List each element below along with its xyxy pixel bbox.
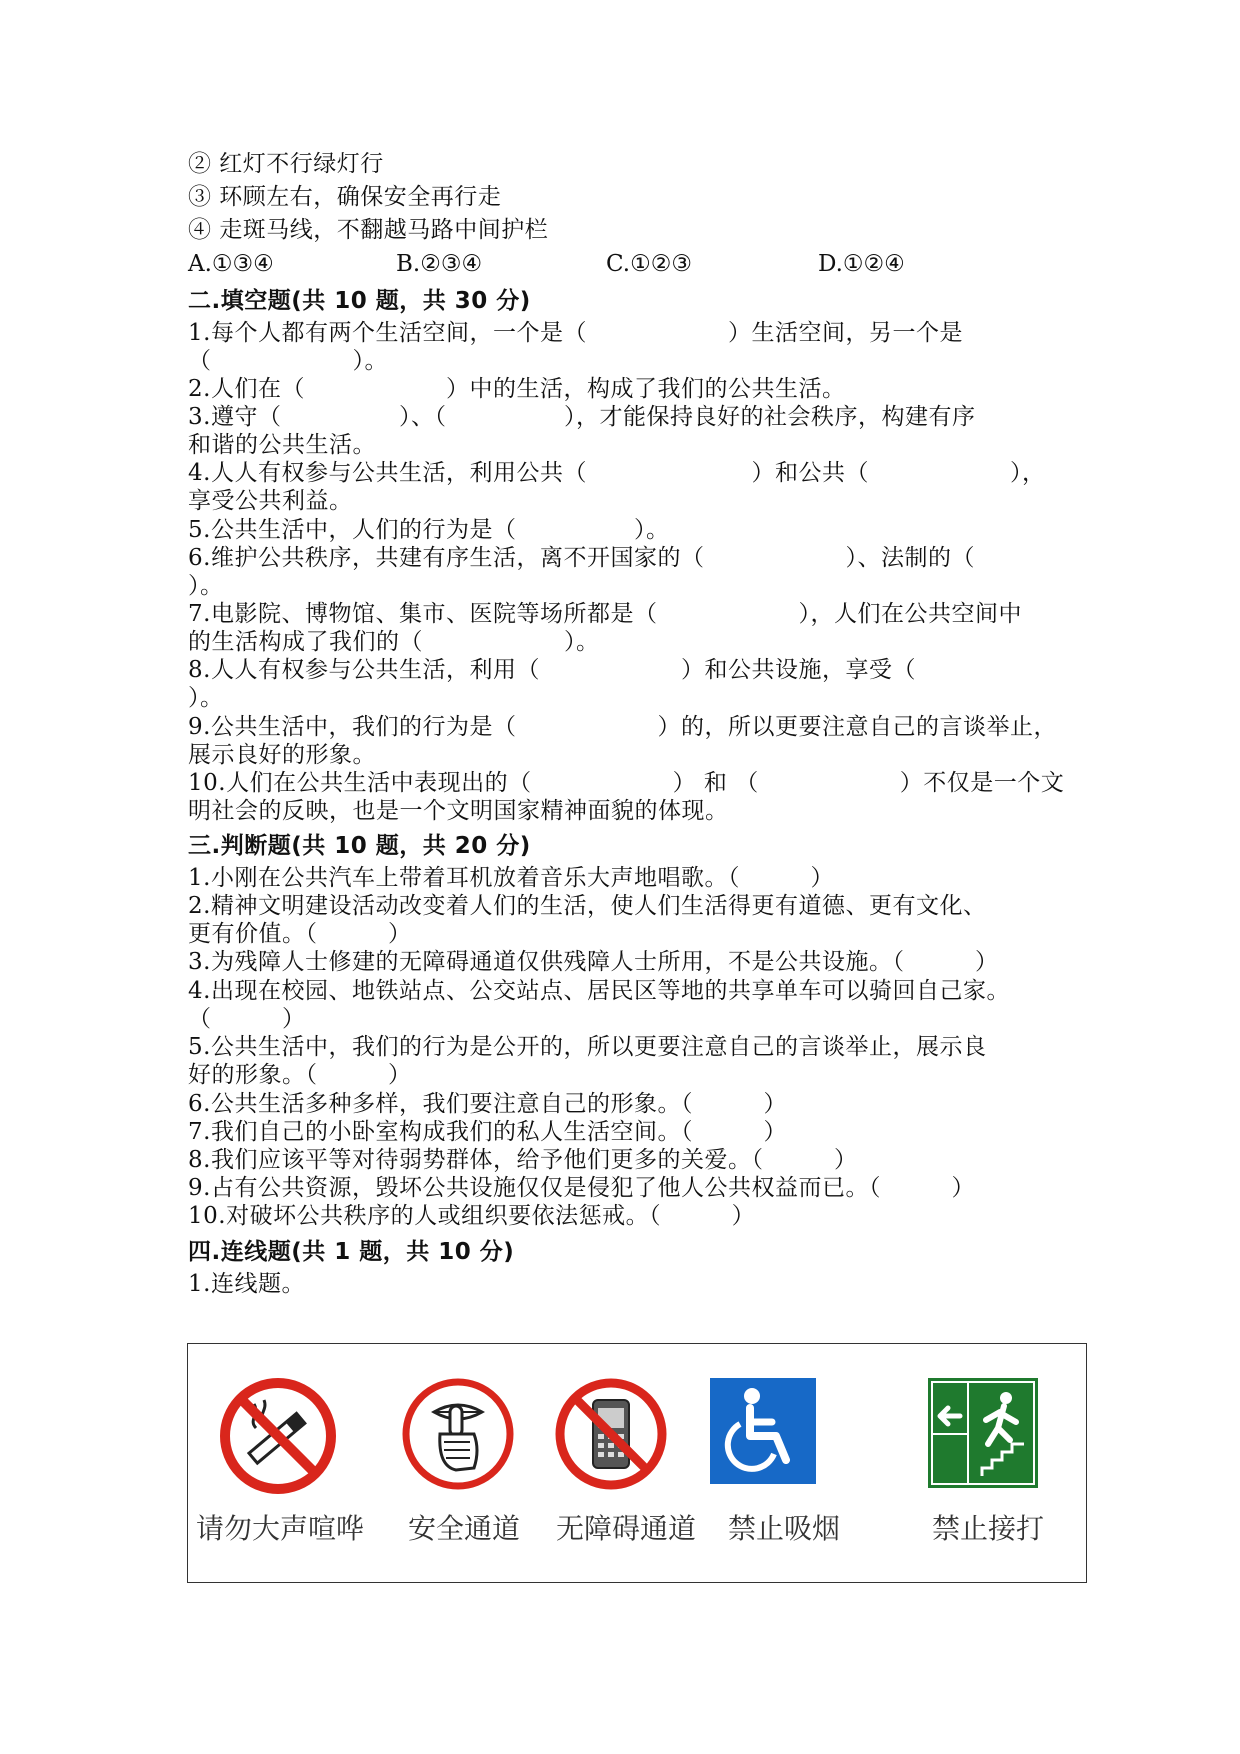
choice-c: C.①②③ xyxy=(606,251,692,277)
sign-label: 安全通道 xyxy=(408,1512,521,1545)
s3-line: 2.精神文明建设活动改变着人们的生活，使人们生活得更有道德、更有文化、 xyxy=(188,893,987,919)
s2-line: 展示良好的形象。 xyxy=(188,742,376,768)
section4-heading: 四.连线题(共 1 题，共 10 分) xyxy=(188,1239,515,1265)
sign-label: 请勿大声喧哗 xyxy=(196,1512,365,1545)
s2-line: ）。 xyxy=(188,573,224,599)
s3-line: 更有价值。（ ） xyxy=(188,921,412,947)
no-smoking-icon xyxy=(218,1376,338,1496)
choice-a: A.①③④ xyxy=(188,251,274,277)
s4-question: 1.连线题。 xyxy=(188,1271,305,1297)
s3-line: 1.小刚在公共汽车上带着耳机放着音乐大声地唱歌。（ ） xyxy=(188,865,834,891)
no-noise-icon xyxy=(400,1376,516,1492)
s2-line: 和谐的公共生活。 xyxy=(188,432,376,458)
no-phone-icon xyxy=(553,1376,669,1492)
s3-line: （ ） xyxy=(188,1006,306,1032)
sign-label: 无障碍通道 xyxy=(556,1512,697,1545)
s2-line: 8.人人有权参与公共生活，利用（ ）和公共设施，享受（ xyxy=(188,657,916,683)
s2-line: 4.人人有权参与公共生活，利用公共（ ）和公共（ ）， xyxy=(188,460,1046,486)
s2-line: 明社会的反映，也是一个文明国家精神面貌的体现。 xyxy=(188,798,729,824)
s2-line: （ ）。 xyxy=(188,348,388,374)
s3-line: 10.对破坏公共秩序的人或组织要依法惩戒。（ ） xyxy=(188,1203,756,1229)
section3-heading: 三.判断题(共 10 题，共 20 分) xyxy=(188,833,531,859)
s2-line: 的生活构成了我们的（ ）。 xyxy=(188,629,600,655)
wheelchair-accessible-icon xyxy=(710,1378,816,1484)
s2-line: 2.人们在（ ）中的生活，构成了我们的公共生活。 xyxy=(188,376,846,402)
s2-line: 9.公共生活中，我们的行为是（ ）的，所以更要注意自己的言谈举止， xyxy=(188,714,1057,740)
s2-line: ）。 xyxy=(188,685,224,711)
s3-line: 8.我们应该平等对待弱势群体，给予他们更多的关爱。（ ） xyxy=(188,1147,858,1173)
s2-line: 5.公共生活中，人们的行为是（ ）。 xyxy=(188,517,670,543)
s3-line: 7.我们自己的小卧室构成我们的私人生活空间。（ ） xyxy=(188,1119,787,1145)
q1-option-2: ② 红灯不行绿灯行 xyxy=(188,151,384,177)
matching-figure xyxy=(187,1343,1087,1583)
s2-line: 1.每个人都有两个生活空间，一个是（ ）生活空间，另一个是 xyxy=(188,320,963,346)
s3-line: 5.公共生活中，我们的行为是公开的，所以更要注意自己的言谈举止，展示良 xyxy=(188,1034,987,1060)
sign-label: 禁止吸烟 xyxy=(728,1512,841,1545)
s3-line: 4.出现在校园、地铁站点、公交站点、居民区等地的共享单车可以骑回自己家。 xyxy=(188,978,1010,1004)
s3-line: 3.为残障人士修建的无障碍通道仅供残障人士所用，不是公共设施。（ ） xyxy=(188,949,999,975)
s2-line: 7.电影院、博物馆、集市、医院等场所都是（ ），人们在公共空间中 xyxy=(188,601,1022,627)
choice-b: B.②③④ xyxy=(396,251,483,277)
section2-heading: 二.填空题(共 10 题，共 30 分) xyxy=(188,288,531,314)
q1-option-3: ③ 环顾左右，确保安全再行走 xyxy=(188,184,502,210)
s3-line: 9.占有公共资源，毁坏公共设施仅仅是侵犯了他人公共权益而已。（ ） xyxy=(188,1175,975,1201)
s2-line: 6.维护公共秩序，共建有序生活，离不开国家的（ ）、法制的（ xyxy=(188,545,975,571)
s2-line: 10.人们在公共生活中表现出的（ ） 和 （ ）不仅是一个文 xyxy=(188,770,1065,796)
s3-line: 6.公共生活多种多样，我们要注意自己的形象。（ ） xyxy=(188,1091,787,1117)
q1-option-4: ④ 走斑马线，不翻越马路中间护栏 xyxy=(188,217,549,243)
s3-line: 好的形象。（ ） xyxy=(188,1062,412,1088)
choice-d: D.①②④ xyxy=(818,251,905,277)
s2-line: 3.遵守（ ）、（ ），才能保持良好的社会秩序，构建有序 xyxy=(188,404,976,430)
emergency-exit-icon xyxy=(928,1378,1038,1488)
sign-label: 禁止接打 xyxy=(932,1512,1045,1545)
s2-line: 享受公共利益。 xyxy=(188,488,353,514)
